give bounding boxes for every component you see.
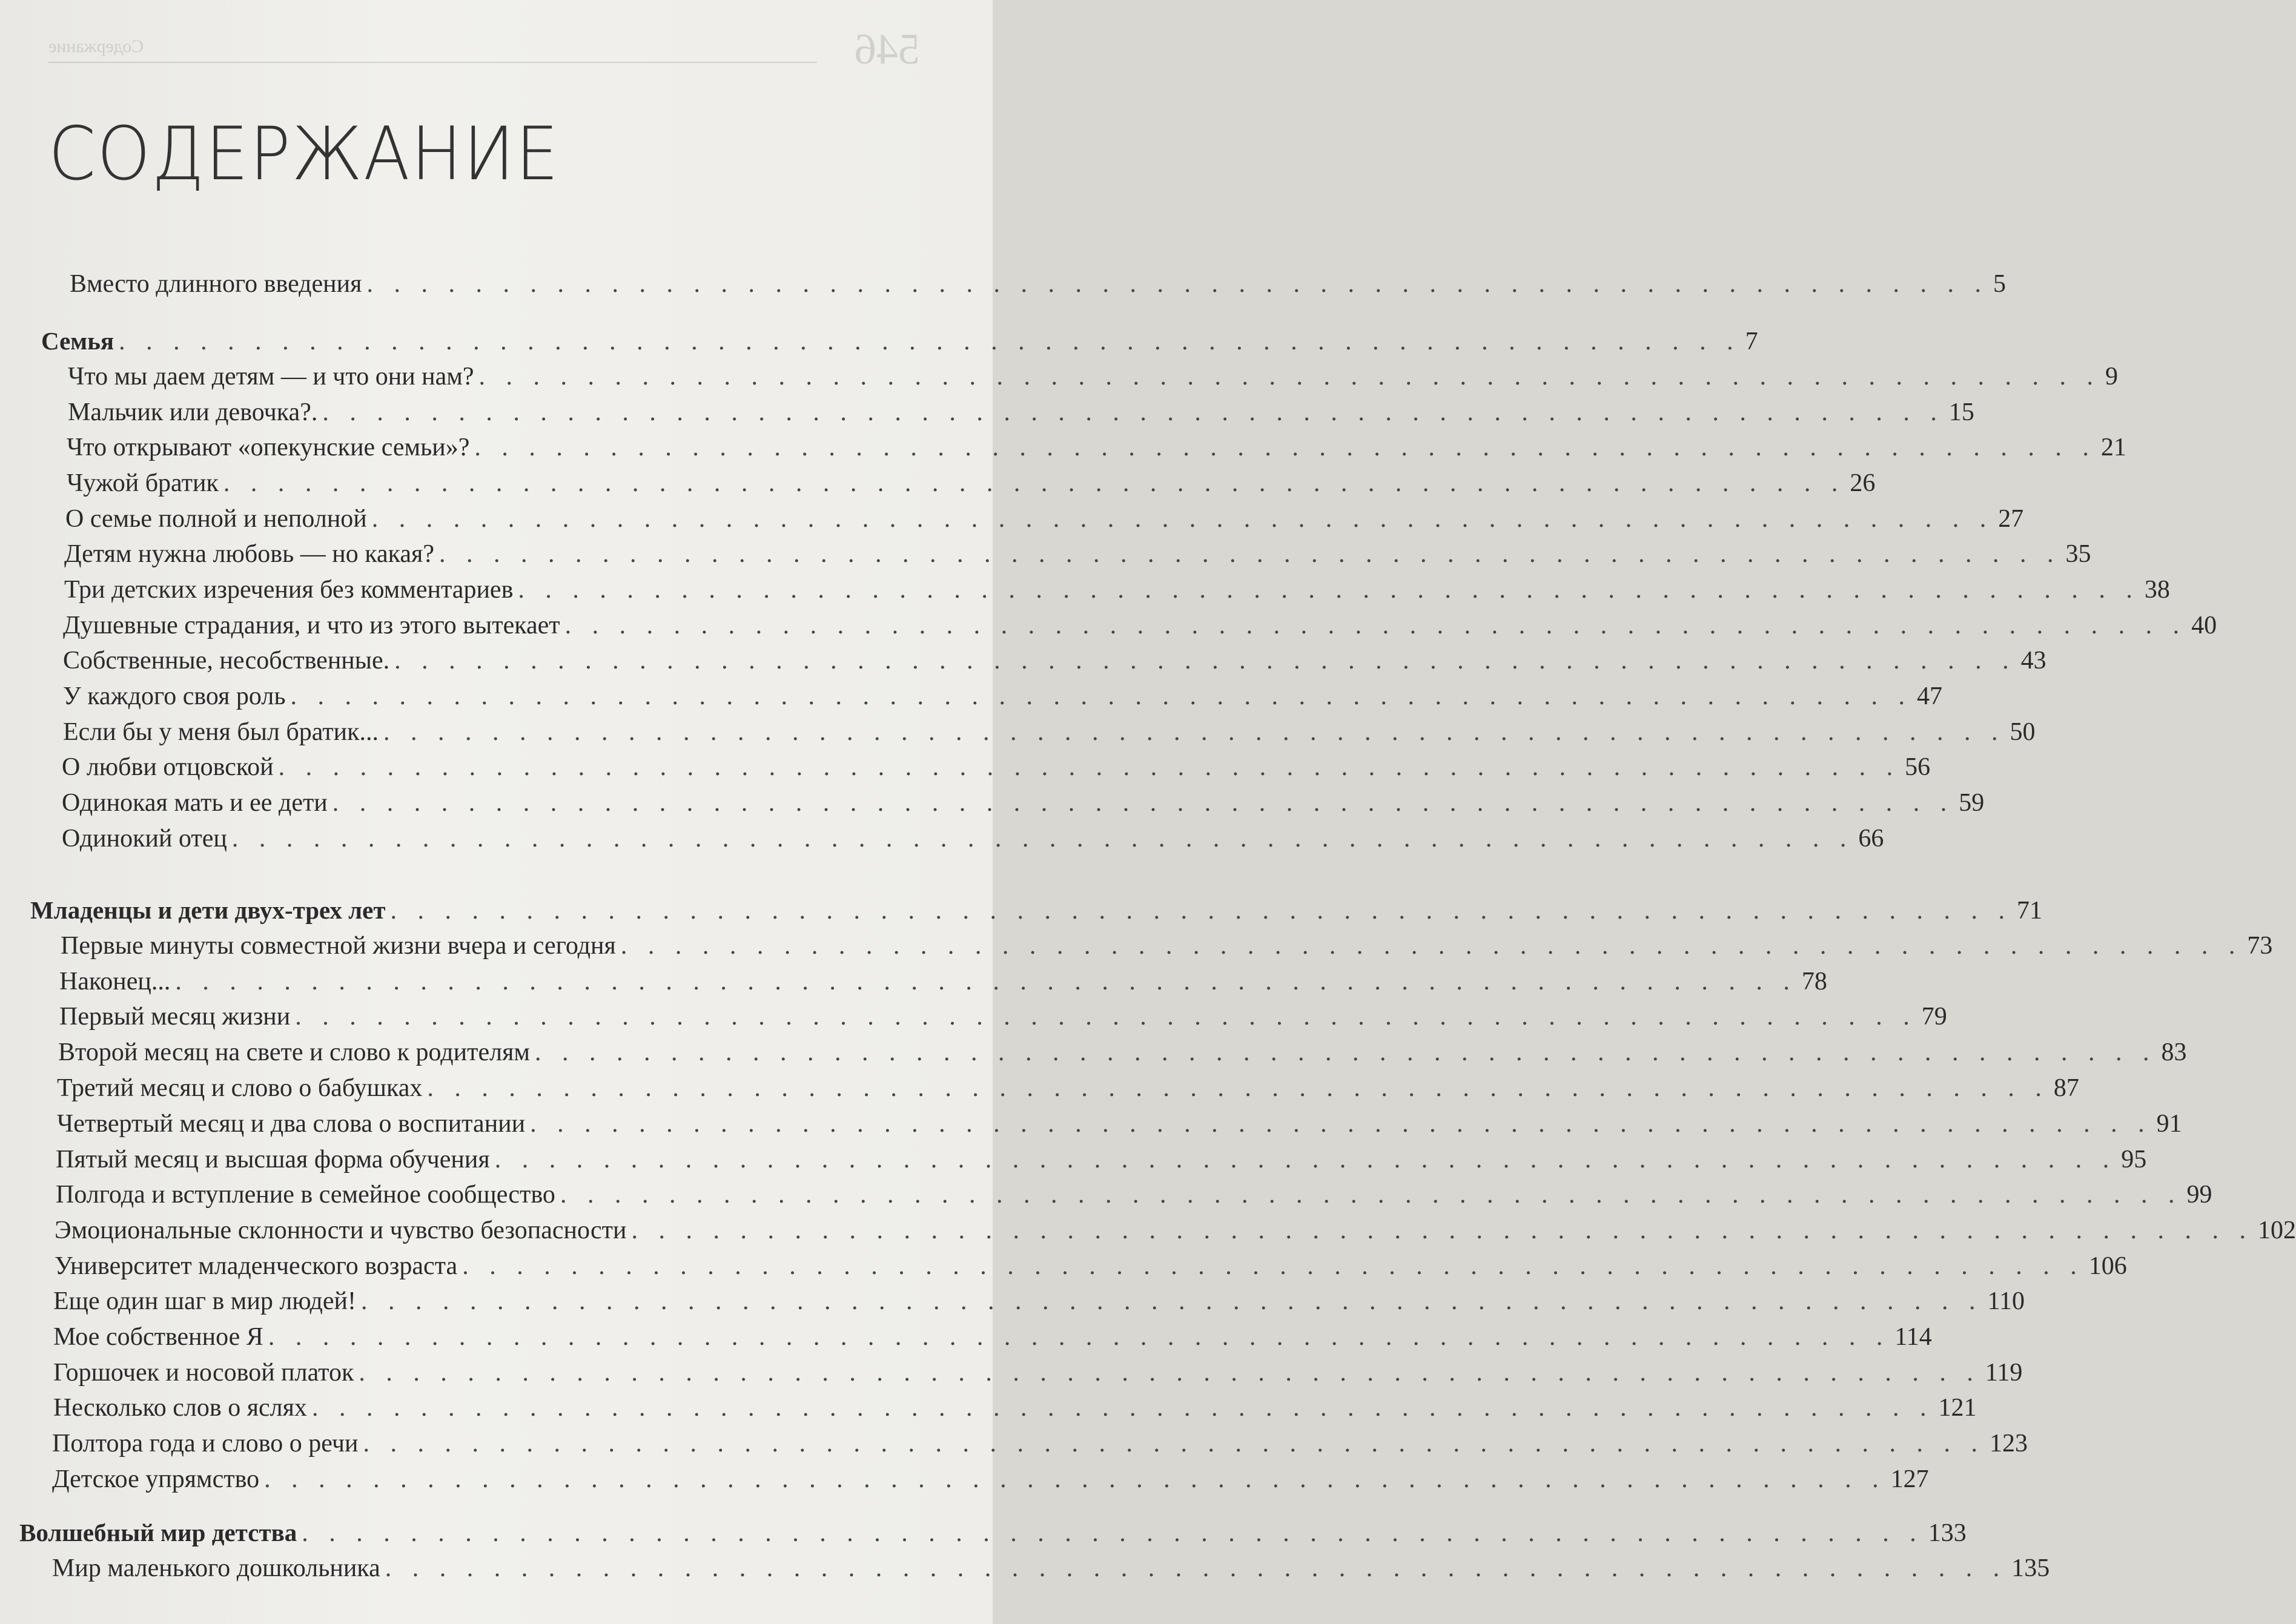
toc-leader-dots: . . . . . . . . . . . . . . . . . . . . . . . . . . . . . . . . . . . . . . . . . . . . . . . . . . . . . . . . . . . . (359, 1359, 1980, 1387)
toc-entry (55, 1249, 2127, 1284)
toc-entry (56, 1142, 2147, 1177)
toc-leader-dots: . . . . . . . . . . . . . . . . . . . . . . . . . . . . . . . . . . . . . . . . . . . . . . . . . . . . . . . . . . . . (494, 1146, 2117, 1173)
toc-entry (53, 1390, 1977, 1425)
toc-entry (53, 1319, 1932, 1355)
toc-entry-page: 27 (1998, 505, 2024, 533)
toc-leader-dots: . . . . . . . . . . . . . . . . . . . . . . . . . . . . . . . . . . . . . . . . . . . . . . . . . . . . . . . . . . . . (363, 1430, 1985, 1457)
toc-entry (59, 964, 1827, 999)
toc-entry (62, 821, 1884, 856)
toc-entry-page: 102 (2257, 1216, 2296, 1244)
toc-entry (65, 501, 2024, 536)
toc-entry (56, 1177, 2212, 1212)
toc-entry-title: Пятый месяц и высшая форма обучения (56, 1146, 490, 1173)
toc-leader-dots: . . . . . . . . . . . . . . . . . . . . . . . . . . . . . . . . . . . . . . . . . . . . . . . . . . . . . . . . . . . . (361, 1287, 1983, 1315)
toc-entry (57, 1106, 2182, 1141)
toc-entry-page: 110 (1987, 1287, 2025, 1315)
toc-entry-title: Младенцы и дети двух-трех лет (30, 896, 386, 924)
toc-entry-page: 121 (1938, 1394, 1977, 1422)
toc-entry-page: 71 (2017, 897, 2043, 925)
toc-entry-title: Вместо длинного введения (70, 270, 362, 298)
toc-leader-dots: . . . . . . . . . . . . . . . . . . . . . . . . . . . . . . . . . . . . . . . . . . . . . . . . . . . . . . . . . . . . (462, 1252, 2084, 1280)
toc-leader-dots: . . . . . . . . . . . . . . . . . . . . . . . . . . . . . . . . . . . . . . . . . . . . . . . . . . . . . . . . . . . . (268, 1323, 1890, 1351)
toc-leader-dots: . . . . . . . . . . . . . . . . . . . . . . . . . . . . . . . . . . . . . . . . . . . . . . . . . . . . . . . . . . . . (385, 1554, 2007, 1582)
toc-entry-title: Собственные, несобственные. (63, 647, 390, 675)
toc-entry-title: Четвертый месяц и два слова о воспитании (57, 1110, 526, 1138)
toc-entry (57, 1071, 2079, 1106)
toc-entry-page: 127 (1890, 1465, 1929, 1493)
toc-entry (64, 536, 2091, 572)
toc-entry-title: Наконец... (59, 968, 171, 995)
toc-leader-dots: . . . . . . . . . . . . . . . . . . . . . . . . . . . . . . . . . . . . . . . . . . . . . . . . . . . . . . . . . . . . (371, 505, 1994, 533)
toc-leader-dots: . . . . . . . . . . . . . . . . . . . . . . . . . . . . . . . . . . . . . . . . . . . . . . . . . . . . . . . . . . . . (311, 1394, 1934, 1422)
toc-entry-title: Третий месяц и слово о бабушках (57, 1074, 423, 1102)
toc-entry-page: 15 (1948, 398, 1974, 426)
toc-entry-title: Эмоциональные склонности и чувство безопасности (55, 1216, 627, 1244)
toc-leader-dots: . . . . . . . . . . . . . . . . . . . . . . . . . . . . . . . . . . . . . . . . . . . . . . . . . . . . . . . . . . . . (264, 1465, 1886, 1493)
toc-entry-title: Душевные страдания, и что из этого вытекает (63, 612, 560, 639)
toc-section-entry (41, 323, 1758, 358)
toc-entry (52, 1551, 2050, 1586)
toc-entry-page: 66 (1858, 825, 1884, 853)
toc-entry-page: 114 (1894, 1323, 1932, 1351)
toc-entry-title: Детское упрямство (52, 1465, 260, 1493)
toc-entry-page: 133 (1928, 1519, 1967, 1547)
toc-entry (63, 643, 2046, 678)
toc-entry (63, 679, 1942, 714)
toc-entry (52, 1462, 1929, 1497)
toc-entry-title: Одинокая мать и ее дети (62, 789, 328, 817)
toc-entry (53, 1284, 2025, 1319)
toc-entry-title: Университет младенческого возраста (55, 1252, 458, 1280)
toc-leader-dots: . . . . . . . . . . . . . . . . . . . . . . . . . . . . . . . . . . . . . . . . . . . . . . . . . . . . . . . . . . . . (302, 1519, 1924, 1547)
toc-entry-page: 91 (2156, 1110, 2182, 1138)
toc-entry-page: 83 (2161, 1038, 2187, 1066)
toc-leader-dots: . . . . . . . . . . . . . . . . . . . . . . . . . . . . . . . . . . . . . . . . . . . . . . . . . . . . . . . . . . . . (439, 540, 2061, 568)
running-head-section: Содержание (48, 36, 144, 56)
toc-entry (61, 928, 2273, 963)
toc-entry-title: Детям нужна любовь — но какая? (64, 540, 435, 568)
running-head (0, 24, 993, 73)
toc-entry (58, 1035, 2187, 1070)
toc-entry (63, 715, 2036, 750)
toc-entry-page: 95 (2121, 1146, 2147, 1173)
page-title: СОДЕРЖАНИЕ (48, 111, 560, 197)
toc-leader-dots: . . . . . . . . . . . . . . . . . . . . . . . . . . . . . . . . . . . . . . . . . . . . . . . . . . . . . . . . . . . . (474, 434, 2096, 461)
toc-leader-dots: . . . . . . . . . . . . . . . . . . . . . . . . . . . . . . . . . . . . . . . . . . . . . . . . . . . . . . . . . . . . (231, 825, 1854, 853)
toc-entry-title: Семья (41, 327, 114, 355)
toc-entry-page: 7 (1745, 328, 1758, 355)
toc-entry-title: Мир маленького дошкольника (52, 1554, 380, 1582)
toc-leader-dots: . . . . . . . . . . . . . . . . . . . . . . . . . . . . . . . . . . . . . . . . . . . . . . . . . . . . . . . . . . . . (119, 328, 1741, 355)
toc-entry-title: Мальчик или девочка?. (68, 398, 318, 426)
toc-entry-title: Второй месяц на свете и слово к родителям (58, 1038, 530, 1066)
toc-section-entry (30, 893, 2043, 928)
toc-leader-dots: . . . . . . . . . . . . . . . . . . . . . . . . . . . . . . . . . . . . . . . . . . . . . . . . . . . . . . . . . . . . (535, 1038, 2157, 1066)
toc-leader-dots: . . . . . . . . . . . . . . . . . . . . . . . . . . . . . . . . . . . . . . . . . . . . . . . . . . . . . . . . . . . . (390, 897, 2013, 925)
toc-entry-page: 78 (1801, 968, 1827, 995)
toc-entry-title: Еще один шаг в мир людей! (53, 1287, 357, 1315)
toc-entry (59, 999, 1947, 1034)
toc-entry (62, 785, 1985, 820)
toc-entry-page: 21 (2100, 434, 2126, 461)
toc-leader-dots: . . . . . . . . . . . . . . . . . . . . . . . . . . . . . . . . . . . . . . . . . . . . . . . . . . . . . . . . . . . . (322, 398, 1944, 426)
toc-entry-page: 99 (2186, 1181, 2212, 1209)
toc-entry-title: Чужой братик (67, 469, 219, 497)
toc-leader-dots: . . . . . . . . . . . . . . . . . . . . . . . . . . . . . . . . . . . . . . . . . . . . . . . . . . . . . . . . . . . . (290, 682, 1912, 710)
toc-entry (64, 572, 2170, 607)
toc-entry-title: Мое собственное Я (53, 1323, 263, 1351)
toc-entry-title: Что мы даем детям — и что они нам? (68, 363, 474, 391)
page-number: 546 (855, 25, 920, 73)
toc-entry-page: 26 (1850, 469, 1876, 497)
toc-entry-title: О любви отцовской (62, 753, 274, 781)
toc-entry (68, 359, 2119, 394)
toc-entry-page: 56 (1905, 753, 1931, 781)
toc-entry (52, 1426, 2028, 1461)
toc-entry-page: 119 (1985, 1359, 2023, 1387)
toc-entry-title: Несколько слов о яслях (53, 1394, 307, 1422)
toc-leader-dots: . . . . . . . . . . . . . . . . . . . . . . . . . . . . . . . . . . . . . . . . . . . . . . . . . . . . . . . . . . . . (383, 718, 2005, 746)
toc-entry-page: 73 (2247, 932, 2273, 960)
toc-entry (53, 1355, 2023, 1390)
toc-entry (63, 608, 2217, 643)
toc-entry (68, 395, 1974, 430)
toc-entry (67, 430, 2126, 465)
toc-entry-page: 135 (2011, 1554, 2050, 1582)
toc-entry-page: 9 (2105, 363, 2119, 391)
toc-section-entry (19, 1515, 1967, 1550)
toc-leader-dots: . . . . . . . . . . . . . . . . . . . . . . . . . . . . . . . . . . . . . . . . . . . . . . . . . . . . . . . . . . . . (631, 1216, 2253, 1244)
toc-leader-dots: . . . . . . . . . . . . . . . . . . . . . . . . . . . . . . . . . . . . . . . . . . . . . . . . . . . . . . . . . . . . (332, 789, 1954, 817)
toc-entry-title: Горшочек и носовой платок (53, 1359, 354, 1387)
toc-entry-title: У каждого своя роль (63, 682, 286, 710)
running-head-rule (48, 62, 817, 63)
toc-entry-page: 38 (2144, 576, 2170, 604)
toc-entry-title: Полгода и вступление в семейное сообщество (56, 1181, 555, 1209)
toc-leader-dots: . . . . . . . . . . . . . . . . . . . . . . . . . . . . . . . . . . . . . . . . . . . . . . . . . . . . . . . . . . . . (394, 647, 2016, 675)
toc-entry-page: 43 (2020, 647, 2046, 675)
toc-entry-page: 87 (2053, 1074, 2079, 1102)
toc-entry-page: 79 (1921, 1003, 1947, 1031)
toc-leader-dots: . . . . . . . . . . . . . . . . . . . . . . . . . . . . . . . . . . . . . . . . . . . . . . . . . . . . . . . . . . . . (564, 612, 2187, 639)
toc-entry-title: Что открывают «опекунские семьи»? (67, 434, 470, 461)
toc-entry-page: 123 (1989, 1430, 2028, 1457)
toc-entry-title: Первый месяц жизни (59, 1003, 291, 1031)
toc-leader-dots: . . . . . . . . . . . . . . . . . . . . . . . . . . . . . . . . . . . . . . . . . . . . . . . . . . . . . . . . . . . . (175, 968, 1797, 995)
toc-entry (62, 750, 1931, 785)
toc-entry-page: 59 (1959, 789, 1985, 817)
toc-entry (67, 466, 1876, 501)
toc-entry-title: Три детских изречения без комментариев (64, 576, 514, 604)
toc-entry-page: 5 (1993, 270, 2006, 298)
toc-leader-dots: . . . . . . . . . . . . . . . . . . . . . . . . . . . . . . . . . . . . . . . . . . . . . . . . . . . . . . . . . . . . (530, 1110, 2152, 1138)
toc-entry-title: Одинокий отец (62, 825, 227, 853)
toc-entry-page: 35 (2065, 540, 2091, 568)
toc-entry-page: 47 (1916, 682, 1942, 710)
toc-leader-dots: . . . . . . . . . . . . . . . . . . . . . . . . . . . . . . . . . . . . . . . . . . . . . . . . . . . . . . . . . . . . (295, 1003, 1917, 1031)
toc-entry-page: 50 (2010, 718, 2036, 746)
toc-leader-dots: . . . . . . . . . . . . . . . . . . . . . . . . . . . . . . . . . . . . . . . . . . . . . . . . . . . . . . . . . . . . (366, 270, 1988, 298)
toc-leader-dots: . . . . . . . . . . . . . . . . . . . . . . . . . . . . . . . . . . . . . . . . . . . . . . . . . . . . . . . . . . . . (560, 1181, 2182, 1209)
toc-entry-page: 40 (2191, 612, 2217, 639)
toc-leader-dots: . . . . . . . . . . . . . . . . . . . . . . . . . . . . . . . . . . . . . . . . . . . . . . . . . . . . . . . . . . . . (478, 363, 2101, 391)
toc-entry (55, 1213, 2296, 1248)
toc-entry-title: О семье полной и неполной (65, 505, 367, 533)
toc-entry-title: Первые минуты совместной жизни вчера и сегодня (61, 932, 616, 960)
toc-entry (70, 266, 2006, 302)
toc-leader-dots: . . . . . . . . . . . . . . . . . . . . . . . . . . . . . . . . . . . . . . . . . . . . . . . . . . . . . . . . . . . . (518, 576, 2140, 604)
toc-leader-dots: . . . . . . . . . . . . . . . . . . . . . . . . . . . . . . . . . . . . . . . . . . . . . . . . . . . . . . . . . . . . (278, 753, 1901, 781)
toc-entry-title: Если бы у меня был братик... (63, 718, 379, 746)
toc-leader-dots: . . . . . . . . . . . . . . . . . . . . . . . . . . . . . . . . . . . . . . . . . . . . . . . . . . . . . . . . . . . . (620, 932, 2243, 960)
toc-entry-title: Волшебный мир детства (19, 1519, 297, 1546)
toc-leader-dots: . . . . . . . . . . . . . . . . . . . . . . . . . . . . . . . . . . . . . . . . . . . . . . . . . . . . . . . . . . . . (427, 1074, 2049, 1102)
toc-entry-page: 106 (2088, 1252, 2127, 1280)
toc-entry-title: Полтора года и слово о речи (52, 1430, 359, 1457)
toc-leader-dots: . . . . . . . . . . . . . . . . . . . . . . . . . . . . . . . . . . . . . . . . . . . . . . . . . . . . . . . . . . . . (223, 469, 1845, 497)
